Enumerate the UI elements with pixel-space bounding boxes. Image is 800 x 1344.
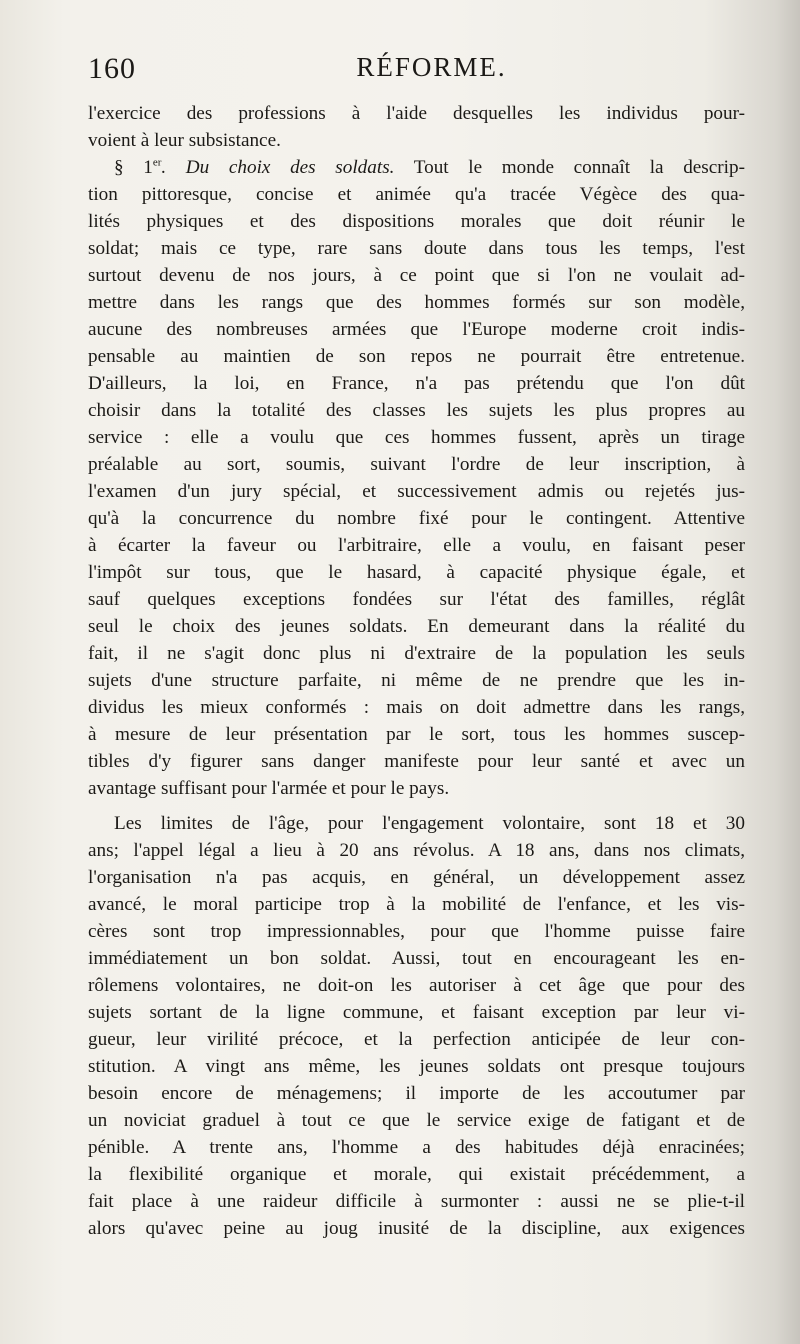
text-line: sauf quelques exceptions fondées sur l'état des familles, réglât [88, 589, 745, 610]
paragraph-1 [88, 100, 745, 154]
text-line: tibles d'y figurer sans danger manifeste pour leur santé et avec un [88, 751, 745, 772]
text-line: dividus les mieux conformés : mais on doit admettre dans les rangs, [88, 697, 745, 718]
text-line: l'exercice des professions à l'aide desquelles les individus pour- [88, 103, 745, 124]
text-line: voient à leur subsistance. [88, 130, 281, 151]
text-line: fait, il ne s'agit donc plus ni d'extraire de la population les seuls [88, 643, 745, 664]
text-line: stitution. A vingt ans même, les jeunes soldats ont presque toujours [88, 1056, 745, 1077]
text-line: mettre dans les rangs que des hommes formés sur son modèle, [88, 292, 745, 313]
text-line: qu'à la concurrence du nombre fixé pour le contingent. Attentive [88, 508, 745, 529]
section-title: . Du choix des soldats. [161, 157, 395, 178]
text-line: seul le choix des jeunes soldats. En demeurant dans la réalité du [88, 616, 745, 637]
text-line: l'examen d'un jury spécial, et successivement admis ou rejetés jus- [88, 481, 745, 502]
text-line: ans; l'appel légal a lieu à 20 ans révolus. A 18 ans, dans nos climats, [88, 840, 745, 861]
text-line: un noviciat graduel à tout ce que le service exige de fatigant et de [88, 1110, 745, 1131]
page-number: 160 [88, 52, 136, 85]
text-line: Les limites de l'âge, pour l'engagement volontaire, sont 18 et 30 [114, 813, 745, 834]
text-line: tion pittoresque, concise et animée qu'a tracée Végèce des qua- [88, 184, 745, 205]
text-line: D'ailleurs, la loi, en France, n'a pas prétendu que l'on dût [88, 373, 745, 394]
text-line: rôlemens volontaires, ne doit-on les autoriser à cet âge que pour des [88, 975, 745, 996]
paragraph-2 [88, 154, 745, 802]
text-line: l'organisation n'a pas acquis, en général, un développement assez [88, 867, 745, 888]
text-line: sujets d'une structure parfaite, ni même de ne prendre que les in- [88, 670, 745, 691]
section-first-line-text: Tout le monde connaît la descrip- [394, 157, 745, 178]
text-line: à mesure de leur présentation par le sort, tous les hommes suscep- [88, 724, 745, 745]
text-line: l'impôt sur tous, que le hasard, à capacité physique égale, et [88, 562, 745, 583]
text-line: fait place à une raideur difficile à surmonter : aussi ne se plie-t-il [88, 1191, 745, 1212]
section-mark: § 1 [114, 157, 153, 178]
body-text [88, 100, 745, 1242]
text-line: pensable au maintien de son repos ne pourrait être entretenue. [88, 346, 745, 367]
text-line: sujets sortant de la ligne commune, et faisant exception par leur vi- [88, 1002, 745, 1023]
section-heading-line [88, 154, 745, 181]
text-line: choisir dans la totalité des classes les sujets les plus propres au [88, 400, 745, 421]
text-line: préalable au sort, soumis, suivant l'ordre de leur inscription, à [88, 454, 745, 475]
text-line: surtout devenu de nos jours, à ce point que si l'on ne voulait ad- [88, 265, 745, 286]
running-title: RÉFORME. [356, 52, 507, 82]
text-line: pénible. A trente ans, l'homme a des habitudes déjà enracinées; [88, 1137, 745, 1158]
text-line: aucune des nombreuses armées que l'Europe moderne croit indis- [88, 319, 745, 340]
text-line: alors qu'avec peine au joug inusité de la discipline, aux exigences [88, 1218, 745, 1239]
text-line: soldat; mais ce type, rare sans doute dans tous les temps, l'est [88, 238, 745, 259]
page-header [88, 52, 745, 88]
section-superscript: er [152, 156, 162, 169]
text-line: immédiatement un bon soldat. Aussi, tout en encourageant les en- [88, 948, 745, 969]
text-line: avantage suffisant pour l'armée et pour le pays. [88, 778, 450, 799]
text-line: à écarter la faveur ou l'arbitraire, elle a voulu, en faisant peser [88, 535, 745, 556]
text-line: besoin encore de ménagemens; il importe de les accoutumer par [88, 1083, 745, 1104]
paragraph-gap [88, 802, 745, 810]
text-line: la flexibilité organique et morale, qui existait précédemment, a [88, 1164, 745, 1185]
text-line: cères sont trop impressionnables, pour que l'homme puisse faire [88, 921, 745, 942]
text-line: gueur, leur virilité précoce, et la perfection anticipée de leur con- [88, 1029, 745, 1050]
text-line: lités physiques et des dispositions morales que doit réunir le [88, 211, 745, 232]
text-line: avancé, le moral participe trop à la mobilité de l'enfance, et les vis- [88, 894, 745, 915]
paragraph-3 [88, 810, 745, 1242]
text-line: service : elle a voulu que ces hommes fussent, après un tirage [88, 427, 745, 448]
